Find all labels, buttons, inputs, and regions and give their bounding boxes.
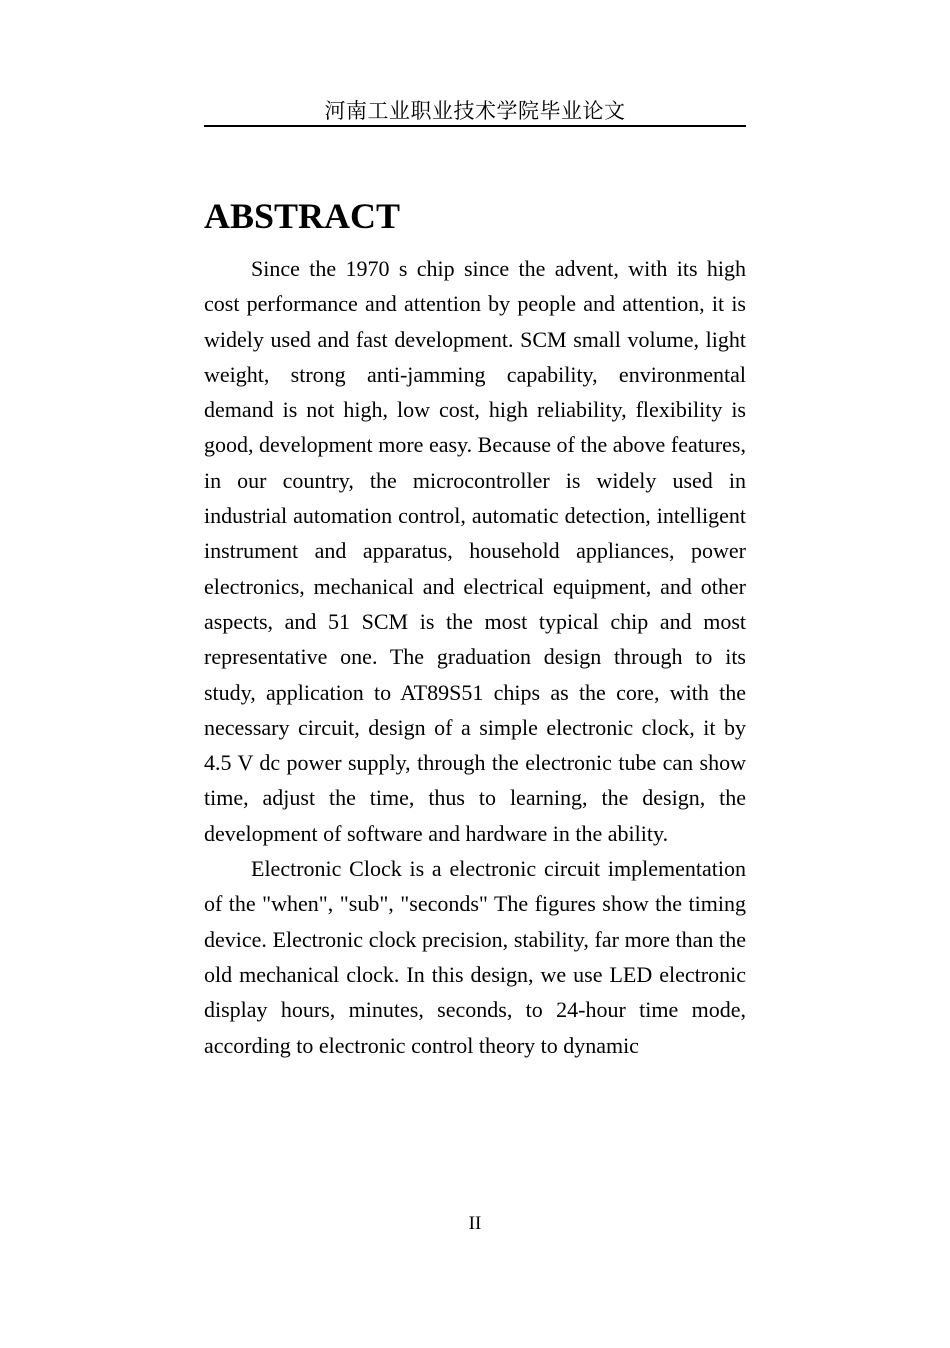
header-rule bbox=[204, 125, 746, 127]
abstract-body bbox=[204, 251, 746, 1063]
abstract-heading: ABSTRACT bbox=[204, 196, 401, 236]
abstract-paragraph-1: Since the 1970 s chip since the advent, with its high cost performance and attention by people and attention, it is widely used and fast development. SCM small volume, light weight, strong anti-jamming capability, environmental demand is not high, low cost, high reliability, flexibility is good, development more easy. Because of the above features, in our country, the microcontroller is widely used in industrial automation control, automatic detection, intelligent instrument and apparatus, household appliances, power electronics, mechanical and electrical equipment, and other aspects, and 51 SCM is the most typical chip and most representative one. The graduation design through to its study, application to AT89S51 chips as the core, with the necessary circuit, design of a simple electronic clock, it by 4.5 V dc power supply, through the electronic tube can show time, adjust the time, thus to learning, the design, the development of software and hardware in the ability. bbox=[204, 256, 746, 846]
page-number: II bbox=[468, 1213, 482, 1234]
running-header: 河南工业职业技术学院毕业论文 bbox=[324, 99, 626, 123]
abstract-paragraph-2: Electronic Clock is a electronic circuit implementation of the "when", "sub", "seconds" The figures show the timing device. Electronic clock precision, stability, far more than the old mechanical clock. In this design, we use LED electronic display hours, minutes, seconds, to 24-hour time mode, according to electronic control theory to dynamic bbox=[204, 856, 746, 1058]
